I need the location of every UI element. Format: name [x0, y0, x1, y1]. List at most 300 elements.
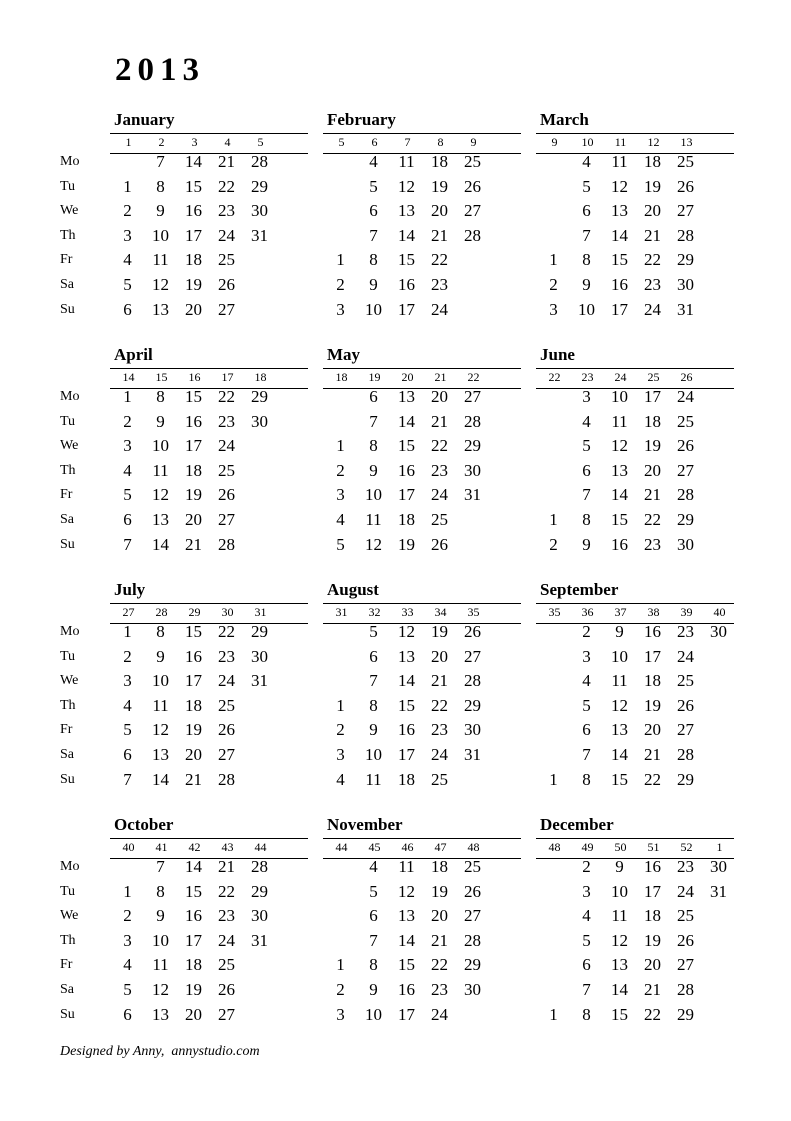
day-cell: 22 — [644, 510, 661, 529]
day-cell: 27 — [677, 720, 694, 740]
day-cell: 10 — [152, 930, 169, 950]
day-cell: 29 — [251, 387, 268, 406]
day-cell: 26 — [218, 485, 235, 505]
week-number: 49 — [581, 840, 594, 854]
day-cell: 29 — [677, 1004, 694, 1024]
day-cell: 16 — [398, 980, 415, 999]
day-cell: 10 — [611, 881, 628, 901]
week-number: 40 — [713, 605, 726, 619]
day-cell: 18 — [398, 510, 415, 529]
day-cell: 2 — [336, 980, 345, 999]
weekday-label-su: Su — [60, 301, 75, 317]
week-number-row — [110, 133, 308, 154]
day-cell: 18 — [185, 460, 202, 480]
day-cell: 15 — [611, 510, 628, 529]
day-cell: 30 — [464, 720, 481, 740]
day-cell: 31 — [464, 745, 481, 764]
day-cell: 11 — [365, 769, 382, 789]
day-cell: 26 — [677, 436, 694, 456]
week-number: 48 — [467, 840, 480, 854]
month-name: June — [540, 345, 575, 364]
day-cell: 4 — [369, 152, 378, 171]
day-cell: 21 — [431, 225, 448, 245]
day-cell: 7 — [369, 671, 378, 691]
day-cell: 3 — [336, 299, 345, 319]
day-cell: 10 — [611, 646, 628, 666]
month-name: January — [114, 110, 175, 129]
day-cell: 26 — [677, 930, 694, 950]
day-cell: 1 — [336, 436, 345, 456]
day-cell: 31 — [677, 299, 694, 319]
day-cell: 6 — [582, 201, 591, 221]
day-cell: 11 — [611, 152, 628, 171]
day-cell: 5 — [123, 720, 132, 740]
day-cell: 8 — [369, 955, 378, 975]
day-cell: 3 — [549, 299, 558, 319]
day-cell: 23 — [644, 275, 661, 294]
day-cell: 30 — [251, 201, 268, 221]
day-cell: 13 — [152, 299, 169, 319]
day-cell: 28 — [218, 769, 235, 789]
week-number: 39 — [680, 605, 693, 619]
day-cell: 22 — [218, 176, 235, 196]
day-cell: 5 — [123, 980, 132, 999]
weekday-label-we: We — [60, 673, 79, 689]
week-number: 41 — [155, 840, 168, 854]
week-number: 5 — [257, 135, 264, 149]
year-title: 2013 — [115, 52, 205, 88]
week-number-row — [110, 603, 308, 624]
week-number: 45 — [368, 840, 381, 854]
day-cell: 4 — [582, 671, 591, 691]
day-cell: 9 — [156, 411, 165, 431]
day-cell: 6 — [369, 387, 378, 406]
day-cell: 5 — [336, 534, 345, 554]
day-cell: 6 — [369, 201, 378, 221]
day-cell: 29 — [251, 622, 268, 641]
day-cell: 24 — [431, 485, 448, 505]
weekday-label-th: Th — [60, 462, 76, 478]
day-cell: 25 — [218, 955, 235, 975]
day-cell: 5 — [123, 275, 132, 294]
day-cell: 22 — [218, 881, 235, 901]
week-number: 18 — [254, 370, 267, 384]
day-cell: 14 — [398, 930, 415, 950]
day-cell: 14 — [611, 225, 628, 245]
day-cell: 14 — [398, 411, 415, 431]
day-cell: 12 — [152, 720, 169, 740]
day-cell: 18 — [431, 857, 448, 876]
day-cell: 10 — [578, 299, 595, 319]
weekday-label-sa: Sa — [60, 512, 74, 527]
day-cell: 11 — [365, 510, 382, 529]
day-cell: 13 — [152, 510, 169, 529]
day-cell: 24 — [677, 881, 694, 901]
day-cell: 3 — [582, 646, 591, 666]
day-cell: 16 — [398, 275, 415, 294]
day-cell: 11 — [152, 250, 169, 270]
month-name: July — [114, 580, 146, 599]
day-cell: 21 — [431, 671, 448, 691]
day-cell: 24 — [431, 745, 448, 764]
day-cell: 12 — [398, 881, 415, 901]
week-number: 23 — [581, 370, 594, 384]
week-number: 11 — [614, 135, 627, 149]
day-cell: 6 — [582, 955, 591, 975]
day-cell: 12 — [152, 275, 169, 294]
day-cell: 15 — [611, 1004, 628, 1024]
day-cell: 2 — [336, 720, 345, 740]
day-cell: 3 — [336, 1004, 345, 1024]
day-cell: 12 — [152, 485, 169, 505]
day-cell: 18 — [644, 671, 661, 691]
week-number: 26 — [680, 370, 693, 384]
day-cell: 27 — [218, 299, 235, 319]
day-cell: 10 — [152, 671, 169, 691]
day-cell: 29 — [677, 250, 694, 270]
week-number: 22 — [548, 370, 561, 384]
day-cell: 13 — [398, 387, 415, 406]
day-cell: 19 — [644, 695, 661, 715]
day-cell: 26 — [464, 881, 481, 901]
day-cell: 17 — [644, 881, 661, 901]
day-cell: 2 — [336, 275, 345, 294]
day-cell: 30 — [710, 857, 727, 876]
day-cell: 2 — [336, 460, 345, 480]
day-cell: 16 — [644, 857, 661, 876]
week-number: 31 — [335, 605, 348, 619]
day-cell: 28 — [677, 225, 694, 245]
day-cell: 1 — [549, 769, 558, 789]
day-cell: 13 — [152, 745, 169, 764]
day-cell: 18 — [431, 152, 448, 171]
day-cell: 1 — [549, 1004, 558, 1024]
weekday-label-tu: Tu — [60, 648, 76, 664]
day-cell: 13 — [398, 906, 415, 926]
day-cell: 28 — [677, 980, 694, 999]
day-cell: 28 — [464, 930, 481, 950]
day-cell: 20 — [431, 906, 448, 926]
week-number: 36 — [581, 605, 594, 619]
week-number: 35 — [467, 605, 480, 619]
day-cell: 17 — [185, 930, 202, 950]
day-cell: 19 — [431, 176, 448, 196]
month-name: October — [114, 815, 174, 834]
day-cell: 23 — [431, 460, 448, 480]
day-cell: 6 — [369, 906, 378, 926]
week-number-row — [536, 603, 734, 624]
week-number: 38 — [647, 605, 660, 619]
day-cell: 17 — [185, 436, 202, 456]
day-cell: 28 — [677, 485, 694, 505]
day-cell: 31 — [464, 485, 481, 505]
day-cell: 30 — [710, 622, 727, 641]
week-number: 35 — [548, 605, 561, 619]
day-cell: 14 — [611, 980, 628, 999]
week-number: 52 — [680, 840, 693, 854]
day-cell: 8 — [582, 510, 591, 529]
week-number: 2 — [158, 135, 165, 149]
day-cell: 8 — [369, 250, 378, 270]
day-cell: 1 — [336, 695, 345, 715]
day-cell: 20 — [185, 745, 202, 764]
month-name: May — [327, 345, 361, 364]
day-cell: 21 — [185, 769, 202, 789]
day-cell: 20 — [644, 460, 661, 480]
day-cell: 4 — [582, 152, 591, 171]
weekday-label-mo: Mo — [60, 859, 80, 874]
day-cell: 14 — [185, 152, 202, 171]
day-cell: 22 — [644, 250, 661, 270]
week-number: 30 — [221, 605, 234, 619]
day-cell: 19 — [431, 881, 448, 901]
day-cell: 2 — [123, 906, 132, 926]
week-number: 10 — [581, 135, 594, 149]
day-cell: 3 — [336, 485, 345, 505]
day-cell: 26 — [218, 275, 235, 294]
day-cell: 7 — [369, 225, 378, 245]
month-name: August — [327, 580, 379, 599]
day-cell: 15 — [185, 622, 202, 641]
day-cell: 2 — [582, 857, 591, 876]
day-cell: 6 — [369, 646, 378, 666]
day-cell: 26 — [431, 534, 448, 554]
day-cell: 22 — [431, 695, 448, 715]
day-cell: 28 — [464, 225, 481, 245]
week-number-row — [323, 603, 521, 624]
day-cell: 22 — [218, 622, 235, 641]
week-number: 18 — [335, 370, 348, 384]
day-cell: 24 — [644, 299, 661, 319]
day-cell: 15 — [611, 250, 628, 270]
day-cell: 9 — [156, 646, 165, 666]
day-cell: 23 — [218, 201, 235, 221]
day-cell: 8 — [156, 622, 165, 641]
day-cell: 24 — [677, 387, 694, 406]
day-cell: 22 — [431, 436, 448, 456]
day-cell: 25 — [464, 857, 481, 876]
day-cell: 9 — [615, 622, 624, 641]
day-cell: 16 — [185, 201, 202, 221]
weekday-label-tu: Tu — [60, 413, 76, 429]
weekday-label-we: We — [60, 203, 79, 219]
weekday-label-we: We — [60, 908, 79, 924]
day-cell: 24 — [677, 646, 694, 666]
month-name: April — [114, 345, 153, 364]
day-cell: 3 — [123, 225, 132, 245]
day-cell: 25 — [218, 695, 235, 715]
day-cell: 13 — [611, 460, 628, 480]
day-cell: 31 — [251, 930, 268, 950]
day-cell: 4 — [123, 250, 132, 270]
day-cell: 28 — [677, 745, 694, 764]
day-cell: 16 — [611, 275, 628, 294]
day-cell: 17 — [185, 671, 202, 691]
day-cell: 30 — [251, 646, 268, 666]
week-number-row — [536, 838, 734, 859]
weekday-label-sa: Sa — [60, 277, 74, 292]
day-cell: 30 — [251, 411, 268, 431]
week-number: 47 — [434, 840, 447, 854]
day-cell: 25 — [464, 152, 481, 171]
day-cell: 15 — [398, 955, 415, 975]
day-cell: 27 — [218, 510, 235, 529]
day-cell: 19 — [185, 720, 202, 740]
day-cell: 17 — [398, 745, 415, 764]
day-cell: 2 — [549, 534, 558, 554]
day-cell: 23 — [431, 980, 448, 999]
day-cell: 9 — [369, 275, 378, 294]
day-cell: 9 — [369, 980, 378, 999]
day-cell: 17 — [398, 299, 415, 319]
weekday-label-su: Su — [60, 771, 75, 787]
day-cell: 7 — [369, 411, 378, 431]
day-cell: 8 — [582, 769, 591, 789]
day-cell: 5 — [582, 176, 591, 196]
day-cell: 9 — [615, 857, 624, 876]
day-cell: 6 — [582, 460, 591, 480]
day-cell: 8 — [582, 1004, 591, 1024]
day-cell: 19 — [185, 980, 202, 999]
month-name: November — [327, 815, 403, 834]
weekday-label-tu: Tu — [60, 178, 76, 194]
day-cell: 25 — [218, 250, 235, 270]
day-cell: 25 — [677, 671, 694, 691]
day-cell: 24 — [218, 436, 235, 456]
day-cell: 8 — [582, 250, 591, 270]
weekday-label-fr: Fr — [60, 722, 73, 738]
week-number: 48 — [548, 840, 561, 854]
week-number: 37 — [614, 605, 627, 619]
day-cell: 6 — [123, 299, 132, 319]
day-cell: 29 — [251, 881, 268, 901]
week-number: 14 — [122, 370, 135, 384]
day-cell: 11 — [152, 460, 169, 480]
day-cell: 18 — [185, 695, 202, 715]
day-cell: 21 — [218, 857, 235, 876]
weekday-label-sa: Sa — [60, 747, 74, 762]
week-number-row — [323, 368, 521, 389]
day-cell: 15 — [185, 881, 202, 901]
day-cell: 24 — [218, 225, 235, 245]
day-cell: 4 — [582, 411, 591, 431]
day-cell: 1 — [549, 510, 558, 529]
day-cell: 13 — [398, 201, 415, 221]
day-cell: 16 — [398, 460, 415, 480]
day-cell: 3 — [123, 671, 132, 691]
day-cell: 24 — [218, 671, 235, 691]
day-cell: 5 — [582, 436, 591, 456]
day-cell: 22 — [218, 387, 235, 406]
week-number: 43 — [221, 840, 234, 854]
day-cell: 1 — [123, 622, 132, 641]
week-number: 16 — [188, 370, 201, 384]
weekday-label-th: Th — [60, 697, 76, 713]
day-cell: 3 — [123, 930, 132, 950]
day-cell: 26 — [218, 980, 235, 999]
day-cell: 27 — [464, 646, 481, 666]
week-number: 9 — [470, 135, 477, 149]
day-cell: 29 — [677, 769, 694, 789]
day-cell: 21 — [644, 745, 661, 764]
day-cell: 27 — [464, 387, 481, 406]
day-cell: 8 — [156, 387, 165, 406]
day-cell: 15 — [185, 387, 202, 406]
week-number: 21 — [434, 370, 447, 384]
day-cell: 20 — [431, 646, 448, 666]
weekday-label-fr: Fr — [60, 957, 73, 973]
day-cell: 30 — [677, 275, 694, 294]
day-cell: 11 — [152, 955, 169, 975]
day-cell: 29 — [464, 436, 481, 456]
day-cell: 21 — [644, 980, 661, 999]
week-number: 33 — [401, 605, 414, 619]
day-cell: 6 — [123, 510, 132, 529]
day-cell: 31 — [251, 671, 268, 691]
weekday-label-mo: Mo — [60, 624, 80, 639]
day-cell: 1 — [336, 250, 345, 270]
day-cell: 18 — [398, 769, 415, 789]
week-number: 42 — [188, 840, 201, 854]
day-cell: 7 — [123, 769, 132, 789]
day-cell: 30 — [677, 534, 694, 554]
day-cell: 5 — [369, 622, 378, 641]
week-number-row — [110, 368, 308, 389]
week-number: 28 — [155, 605, 168, 619]
day-cell: 21 — [431, 411, 448, 431]
day-cell: 4 — [123, 695, 132, 715]
day-cell: 22 — [431, 250, 448, 270]
day-cell: 4 — [336, 769, 345, 789]
day-cell: 10 — [365, 299, 382, 319]
day-cell: 9 — [582, 534, 591, 554]
weekday-label-su: Su — [60, 1006, 75, 1022]
day-cell: 30 — [464, 460, 481, 480]
day-cell: 5 — [582, 930, 591, 950]
day-cell: 30 — [251, 906, 268, 926]
day-cell: 25 — [677, 906, 694, 926]
day-cell: 12 — [398, 622, 415, 641]
day-cell: 7 — [582, 485, 591, 505]
day-cell: 19 — [398, 534, 415, 554]
week-number: 5 — [338, 135, 345, 149]
week-number: 1 — [125, 135, 132, 149]
day-cell: 27 — [677, 201, 694, 221]
day-cell: 1 — [549, 250, 558, 270]
week-number-row — [323, 133, 521, 154]
day-cell: 14 — [152, 534, 169, 554]
day-cell: 7 — [156, 857, 165, 876]
day-cell: 29 — [464, 695, 481, 715]
day-cell: 27 — [677, 460, 694, 480]
day-cell: 15 — [611, 769, 628, 789]
day-cell: 5 — [582, 695, 591, 715]
day-cell: 19 — [644, 930, 661, 950]
day-cell: 14 — [611, 485, 628, 505]
day-cell: 20 — [431, 201, 448, 221]
day-cell: 28 — [218, 534, 235, 554]
day-cell: 2 — [549, 275, 558, 294]
day-cell: 16 — [185, 906, 202, 926]
day-cell: 7 — [582, 980, 591, 999]
day-cell: 20 — [185, 1004, 202, 1024]
day-cell: 7 — [369, 930, 378, 950]
weekday-label-tu: Tu — [60, 883, 76, 899]
weekday-label-we: We — [60, 438, 79, 454]
day-cell: 16 — [611, 534, 628, 554]
day-cell: 19 — [644, 176, 661, 196]
day-cell: 18 — [185, 955, 202, 975]
